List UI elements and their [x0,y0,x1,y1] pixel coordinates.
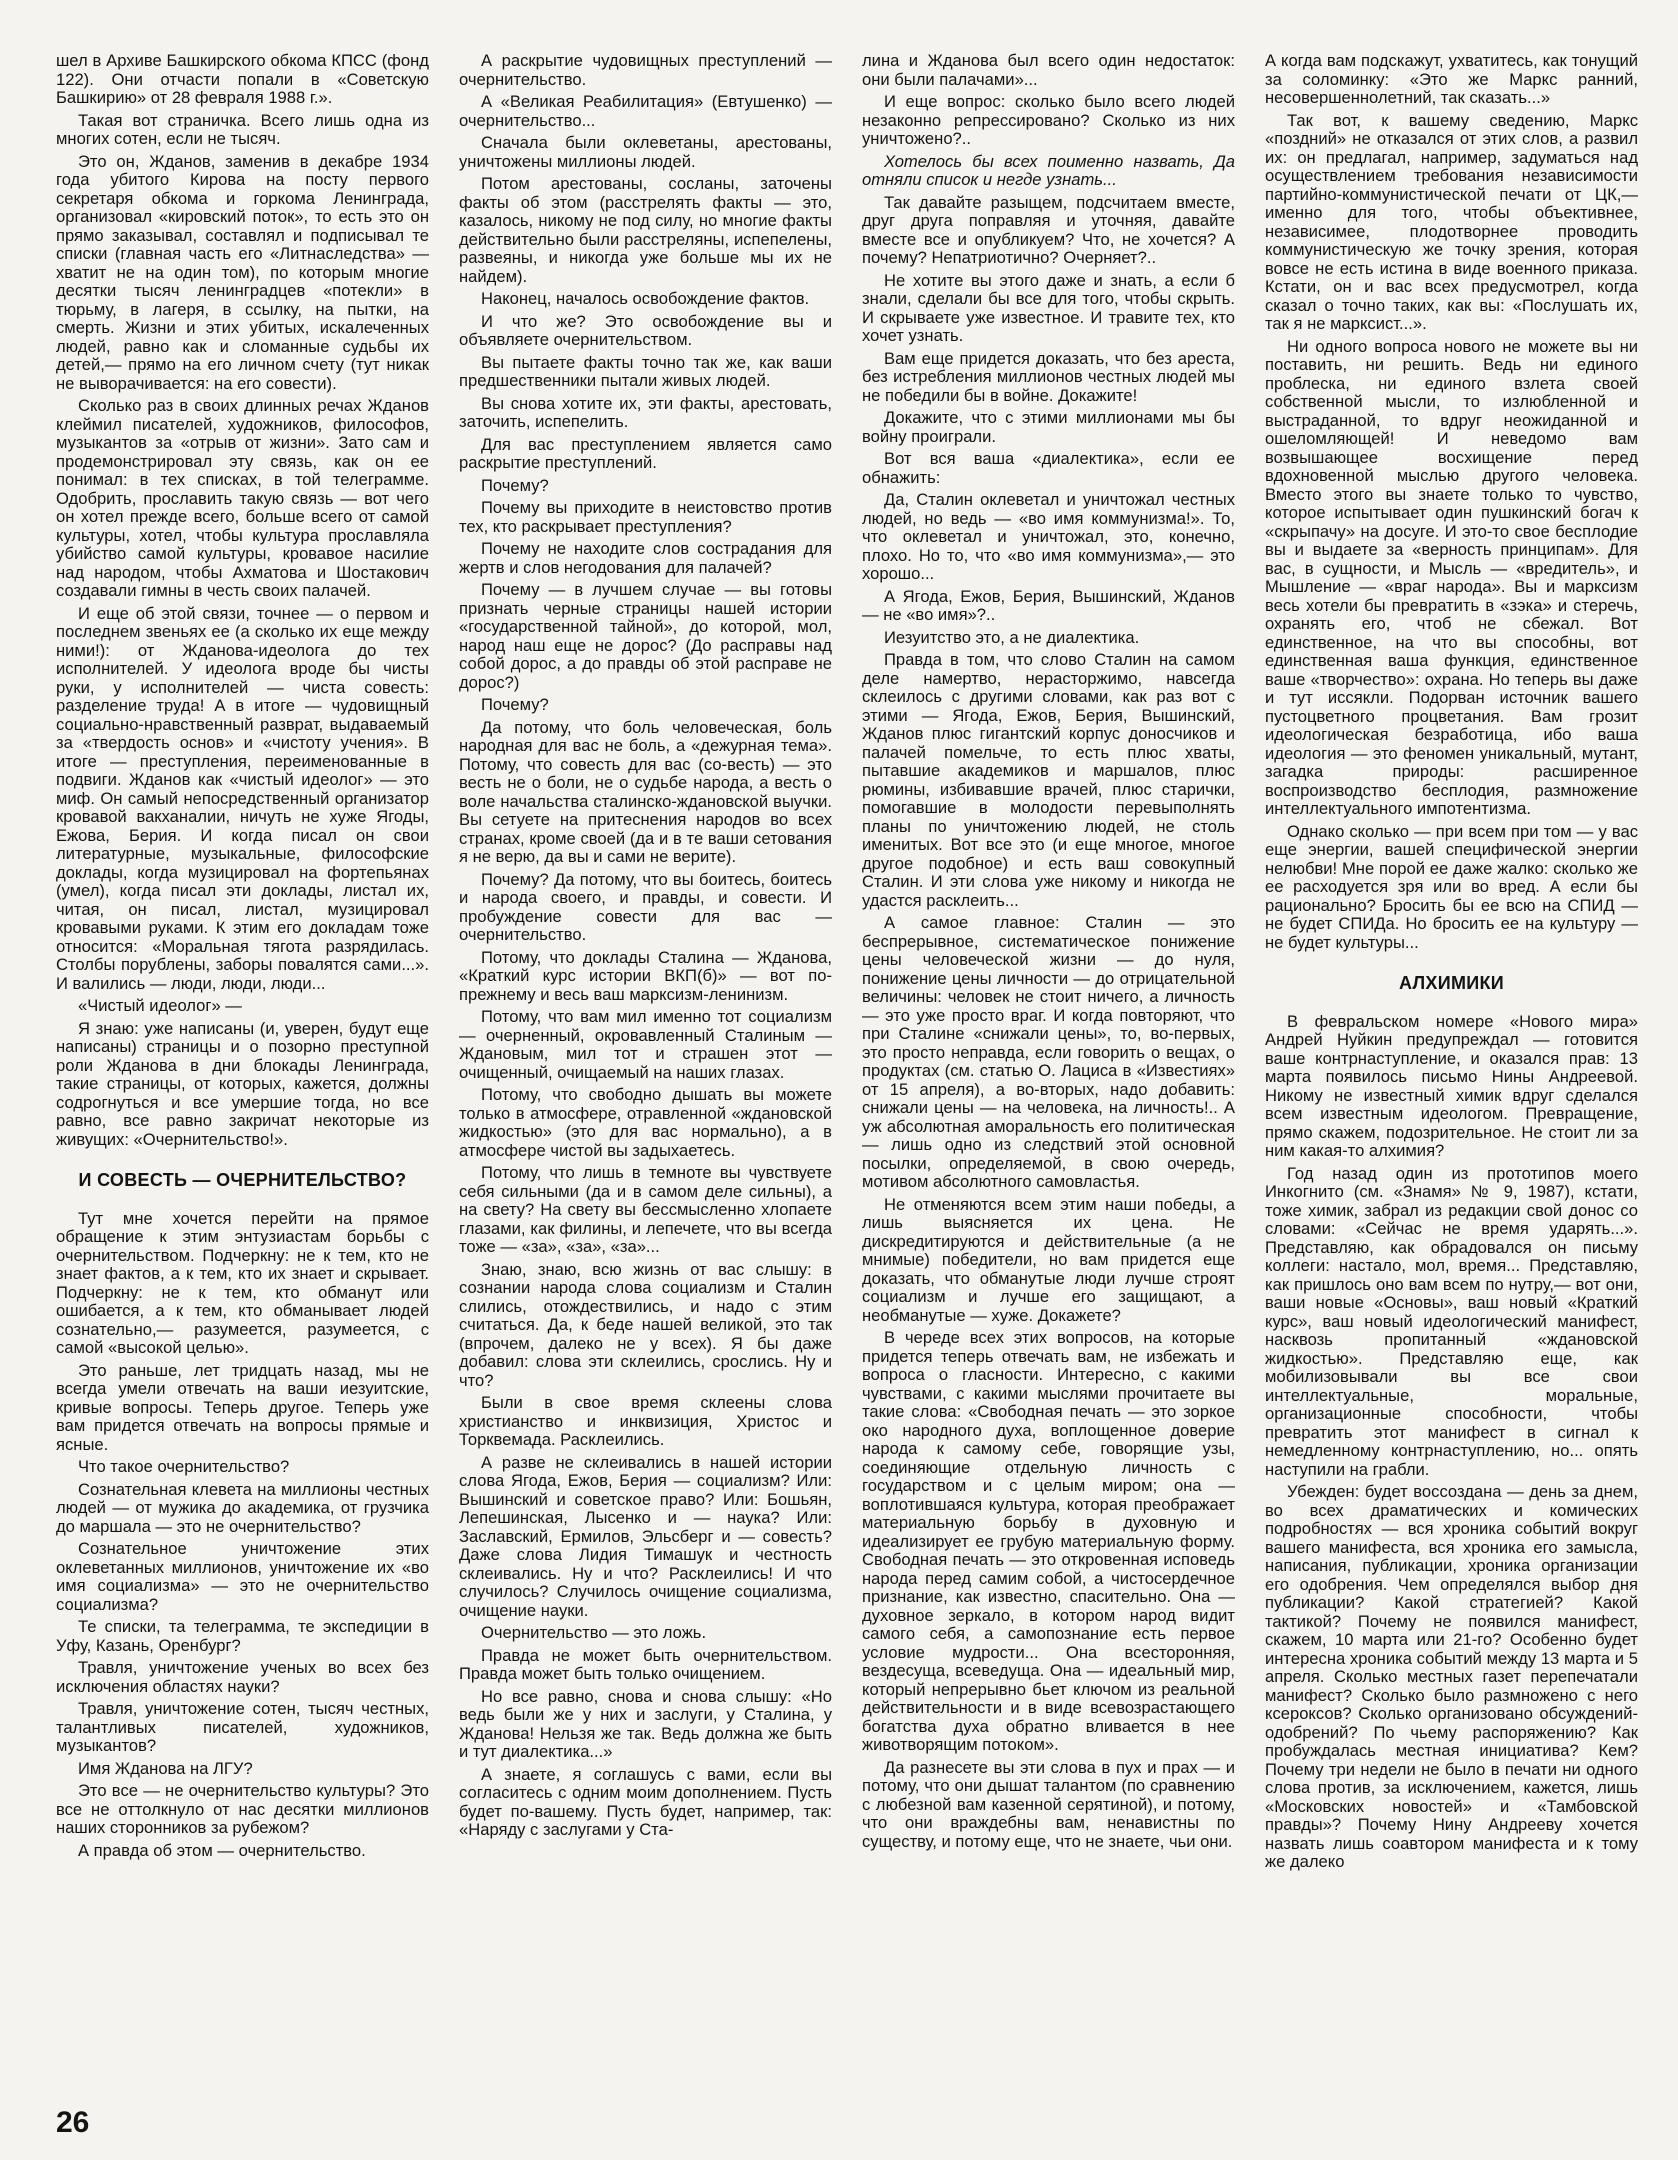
paragraph: Сколько раз в своих длинных речах Жданов клеймил писателей, художников, философов, музыкантов за «отрыв от жизни». Зато сам и продемонстрировал эту связь, как он ее понимал: в тех списках, в той телеграмме. Одобрить, прославить такую связь — вот чего он хотел прежде всего, больше всего от самой культуры, хотел, чтобы культура прославляла убийство самой культуры, кровавое насилие над народом, чтобы Ахматова и Шостакович создавали гимны в честь своих палачей. [56,396,429,600]
paragraph: Да разнесете вы эти слова в пух и прах — и потому, что они дышат талантом (по сравнению с любезной вам казенной серятиной), и потому, что они враждебны вам, ненавистны по существу, и потому еще, что не знаете, чьи они. [862,1757,1235,1851]
paragraph: Докажите, что с этими миллионами мы бы войну проиграли. [862,408,1235,446]
paragraph: Правда в том, что слово Сталин на самом деле намертво, нерасторжимо, навсегда склеилось с другими словами, как раз вот с этими — Ягода, Ежов, Берия, Вышинский, Жданов плюс гигантский корпус доносчиков и палачей помельче, то есть плюс хваты, пытавшие академиков и маршалов, плюс рюмины, избивавшие врачей, плюс старички, помогавшие в молодости перевыполнять планы по уничтожению людей, не столь именитых. Вот все это (и еще многое, многое другое подобное) и есть ваш совокупный Сталин. И эти слова уже никому и никогда не удастся расклеить... [862,650,1235,910]
paragraph: А «Великая Реабилитация» (Евтушенко) — очернительство... [459,92,832,130]
paragraph: А знаете, я соглашусь с вами, если вы согласитесь с одним моим дополнением. Пусть будет по-вашему. Пусть будет, например, так: «Наряду с заслугами у Ста- [459,1764,832,1839]
paragraph: В февральском номере «Нового мира» Андрей Нуйкин предупреждал — готовится ваше контрнаступление, и оказался прав: 13 марта появилось письмо Нины Андреевой. Никому не известный химик вдруг сделался всем известным идеологом. Превращение, прямо скажем, подозрительное. Не стоит ли за ним какая-то алхимия? [1265,1011,1638,1160]
paragraph: Почему — в лучшем случае — вы готовы признать черные страницы нашей истории «государственной тайной», до которой, мол, народ наш еще не дорос? (До расправы над собой дорос, а до правды об этой расправе не дорос?) [459,580,832,692]
paragraph: И что же? Это освобождение вы и объявляете очернительством. [459,311,832,349]
paragraph: Иезуитство это, а не диалектика. [884,627,1140,647]
page-number: 26 [56,2106,90,2139]
paragraph: Знаю, знаю, всю жизнь от вас слышу: в сознании народа слова социализм и Сталин слились, отождествились, и надо с этим считаться. Да, к беде нашей великой, это так (впрочем, далеко не у всех). Я бы даже добавил: слова эти склеились, срослись. Ну и что? [459,1259,832,1390]
paragraph: Потому, что лишь в темноте вы чувствуете себя сильными (да и в самом деле сильны), а на свету? На свету вы бессмысленно хлопаете глазами, как филины, и лепечете, что вы всегда тоже — «за», «за», «за»... [459,1163,832,1256]
paragraph: Наконец, началось освобождение фактов. [481,289,810,308]
paragraph: Что такое очернительство? [78,1457,290,1476]
paragraph: Потому, что свободно дышать вы можете только в атмосфере, отравленной «ждановской жидкостью» (это для вас нормально), а в атмосфере чистой вы задыхаетесь. [459,1085,832,1160]
paragraph: Вы пытаете факты точно так же, как ваши предшественники пытали живых людей. [459,352,832,390]
paragraph: В череде всех этих вопросов, на которые придется теперь отвечать вам, не избежать и вопроса о гласности. Интересно, с какими чувствами, с какими мыслями прочитаете вы такие слова: «Свободная печать — это зоркое око народного духа, воплощенное доверие народа к самому себе, говорящие узы, соединяющие отдельную личность с государством и с целым миром; она — воплотившаяся культура, которая преображает материальную борьбу в духовную и идеализирует ее грубую материальную форму. Свободная печать — это откровенная исповедь народа перед самим собой, а чистосердечное признание, как известно, спасительно. Она — духовное зеркало, в котором народ видит самого себя, а самопознание есть первое условие мудрости... Она всесторонняя, вездесуща, всеведуща. Она — идеальный мир, который непрерывно бьет ключом из реальной действительности и в виде всевозрастающего богатства духа обратно вливается в нее животворящим потоком». [862,1328,1235,1754]
paragraph: Да потому, что боль человеческая, боль народная для вас не боль, а «дежурная тема». Потому, что совесть для вас (со-весть) — это весть не о боли, не о судьбе народа, а весть о воле начальства сталинско-ждановской выучки. Вы сетуете на притеснения народов во всех странах, кроме своей (да и в те ваши сетования я не верю, да вы и сами не верите). [459,717,832,866]
paragraph: Это он, Жданов, заменив в декабре 1934 года убитого Кирова на посту первого секретаря обкома и горкома Ленинграда, организовал «кировский поток», то есть это он прямо заказывал, составлял и подписывал те списки (главная часть его «Литнаследства» — хватит не на один том), по которым многие десятки тысяч ленинградцев «потекли» в тюрьму, в лагеря, в ссылку, на пытки, на смерть. Жизни и этих убитых, искалеченных людей, равно как и сломанные судьбы их детей,— прямо на его личном счету (тут никак не выворачивается: на его совести). [56,151,429,393]
paragraph: Те списки, та телеграмма, те экспедиции в Уфу, Казань, Оренбург? [56,1617,429,1655]
paragraph: Но все равно, снова и снова слышу: «Но ведь были же у них и заслуги, у Сталина, у Жданова! Нельзя же так. Ведь должна же быть и тут диалектика...» [459,1686,832,1761]
paragraph: Однако сколько — при всем при том — у вас еще энергии, вашей специфической энергии нелюбви! Мне порой ее даже жалко: сколько же ее расходуется зря или во вред. А если бы рационально? Бросить бы ее всю на СПИД — не будет СПИДа. Но бросить ее на культуру — не будет культуры... [1265,821,1638,952]
paragraph: А Ягода, Ежов, Берия, Вышинский, Жданов — не «во имя»?.. [862,586,1235,624]
paragraph: Имя Жданова на ЛГУ? [78,1758,253,1778]
paragraph: Очернительство — это ложь. [481,1623,707,1642]
paragraph: Для вас преступлением является само раскрытие преступлений. [459,434,832,472]
paragraph: Так вот, к вашему сведению, Маркс «поздний» не отказался от этих слов, а развил их: он предлагал, например, задуматься над осуществлением требования независимости партийно-коммунистической печати от ЦК,— именно для того, чтобы объективнее, независимее, плодотворнее проводить коммунистическую же точку зрения, которая вовсе не есть истина в виде военного приказа. Кстати, он и вас всех предусмотрел, когда сказал о точно таких, как вы: «Послушать их, так я не марксист...». [1265,110,1638,333]
paragraph: А раскрытие чудовищных преступлений — очернительство. [459,52,832,89]
paragraph: Я знаю: уже написаны (и, уверен, будут еще написаны) страницы и о позорно преступной роли Жданова в дни блокады Ленинграда, такие страницы, от которых, кажется, должны содрогнуться и все умершие тогда, но все равно, все равно закричат некоторые из живущих: «Очернительство!». [56,1018,429,1149]
paragraph: шел в Архиве Башкирского обкома КПСС (фонд 122). Они отчасти попали в «Советскую Башкирию» от 28 февраля 1988 г.». [56,52,429,107]
paragraph: Вы снова хотите их, эти факты, арестовать, заточить, испепелить. [459,393,832,431]
paragraph: Тут мне хочется перейти на прямое обращение к этим энтузиастам борьбы с очернительством. Подчеркну: не к тем, кто не знает фактов, а к тем, кто их знает и скрывает. Подчеркну: не к тем, кто обманут или ошибается, а к тем, кто обманывает людей сознательно,— разумеется, разумеется, с самой «высокой целью». [56,1208,429,1357]
paragraph: Вам еще придется доказать, что без ареста, без истребления миллионов честных людей мы не победили бы в войне. Докажите! [862,348,1235,405]
paragraph: Почему не находите слов сострадания для жертв и слов негодования для палачей? [459,539,832,577]
paragraph: Вот вся ваша «диалектика», если ее обнажить: [862,449,1235,487]
paragraph: Почему? [481,475,549,495]
paragraph: Год назад один из прототипов моего Инкогнито (см. «Знамя» № 9, 1987), кстати, тоже химик, забрал из редакции свой донос со словами: «Сейчас не время ударять...». Представляю, как обрадовался он письму коллеги: настало, мол, время... Представляю, как пришлось оно вам всем по нутру,— вот они, ваши новые «Основы», ваш новый «Краткий курс», ваш новый идеологический манифест, насквозь пропитанный «ждановской жидкостью». Представляю еще, как мобилизовывали вы все свои интеллектуальные, моральные, организационные способности, чтобы превратить этот манифест в сигнал к немедленному контрнаступлению, но... опять наступили на грабли. [1265,1163,1638,1479]
paragraph: Ни одного вопроса нового не можете вы ни поставить, ни решить. Ведь ни единого проблеска, ни единого взлета своей собственной мысли, то излюбленной и выстраданной, то вдруг неожиданной и ошеломляющей! И неведомо вам возвышающее восхищение перед вдохновенной мыслью другого человека. Вместо этого вы знаете только то чувство, которое испытывает один пушкинский богач к «скрыпачу» на досуге. И это-то свое бесплодие вы и выдаете за «верность принципам». Для вас, в сущности, и Мысль — «вредитель», и Мышление — «враг народа». Вы и марксизм весь хотели бы превратить в «зэка» и стеречь, охранять его, чтоб не сбежал. Вот единственное, на что вы способны, вот единственная ваша функция, единственное ваше «творчество»: охрана. Но теперь вы даже и тут иссякли. Подорван источник вашего пустоцветного процветания. Вам грозит идеологическая безработица, ибо ваша идеология — это феномен уникальный, мутант, загадка природы: расширенное воспроизводство бесплодия, размножение интеллектуального импотентизма. [1265,336,1638,818]
paragraph: А самое главное: Сталин — это беспрерывное, систематическое понижение цены человеческой жизни — до нуля, понижение цены личности — до отрицательной величины: человек не стоит ничего, а личность — это уже просто враг. И когда повторяют, что при Сталине «снижали цены», то, во-первых, это просто неправда, если говорить о вещах, о продуктах (см. статью О. Лациса в «Известиях» от 15 апреля), а во-вторых, надо добавить: снижали цены — на человека, на личность!.. А уж абсолютная аморальность его политическая — лишь одно из следствий этой основной посылки, определяемой, в свою очередь, мотивом абсолютного самовластья. [862,913,1235,1191]
paragraph: Почему вы приходите в неистовство против тех, кто раскрывает преступления? [459,498,832,536]
paragraph: Сознательное уничтожение этих оклеветанных миллионов, уничтожение их «во имя социализма» — это не очернительство социализма? [56,1539,429,1614]
paragraph: лина и Жданова был всего один недостаток: они были палачами»... [862,52,1235,89]
column-3 [862,52,1235,2092]
paragraph: «Чистый идеолог» — [78,996,242,1015]
paragraph: Травля, уничтожение сотен, тысяч честных, талантливых писателей, художников, музыкантов? [56,1699,429,1755]
column-2 [459,52,832,2092]
paragraph: Почему? Да потому, что вы боитесь, боитесь и народа своего, и правды, и совести. И пробуждение совести для вас — очернительство. [459,869,832,944]
column-4 [1265,52,1638,2092]
paragraph: Правда не может быть очернительством. Правда может быть только очищением. [459,1645,832,1683]
paragraph: Сначала были оклеветаны, арестованы, уничтожены миллионы людей. [459,133,832,171]
paragraph: Хотелось бы всех поименно назвать, Да отняли список и негде узнать... [862,151,1235,189]
section-heading: И СОВЕСТЬ — ОЧЕРНИТЕЛЬСТВО? [78,1170,407,1190]
paragraph: Убежден: будет воссоздана — день за днем, во всех драматических и комических подробностях — вся хроника событий вокруг вашего манифеста, вся хроника его замысла, написания, публикации, хроника организации его одобрения. Чем определялся выбор дня публикации? Какой стратегией? Какой тактикой? Почему не появился манифест, скажем, 10 марта или 21-го? Особенно будет интересна хроника событий между 13 марта и 5 апреля. Сколько местных газет перепечатали манифест? Сколько было размножено с него ксероксов? Сколько организовано обсуждений-одобрений? По чьему распоряжению? Как пробуждалась местная инициатива? Кем? Почему три недели не было в печати ни одного слова против, за исключением, кажется, лишь «Московских новостей» и «Тамбовской правды»? Почему Нину Андрееву хочется назвать лишь соавтором манифеста и к тому же далеко [1265,1482,1638,1871]
text-columns [56,52,1638,2092]
paragraph: И еще об этой связи, точнее — о первом и последнем звеньях ее (а сколько их еще между ними!): от Жданова-идеолога до тех исполнителей. У идеолога вроде бы чисты руки, у исполнителей — чиста совесть: разделение труда! А в итоге — чудовищный социально-нравственный разврат, выдаваемый за «твердость основ» и «чистоту учения». В итоге — преступления, переименованные в подвиги. Жданов как «чистый идеолог» — это миф. Он самый непосредственный организатор кровавой вакханалии, ничуть не хуже Ягоды, Ежова, Берия. И когда писал он свои литературные, музыкальные, философские доклады, когда музицировал на фортепьянах (умел), когда писал эти доклады, листал их, читая, он писал, листал, музицировал кровавыми руками. К этим его докладам тоже относится: «Моральная тягота разрядилась. Столбы порублены, заборы повалятся сами...». И валились — люди, люди, люди... [56,603,429,993]
section-heading: АЛХИМИКИ [1398,973,1505,993]
paragraph: Не отменяются всем этим наши победы, а лишь выясняется их цена. Не дискредитируются и действительные (а не мнимые) победители, но вам придется еще доказать, что обманутые люди лучше строят социализм и лучше его защищают, а необманутые — хуже. Докажете? [862,1194,1235,1325]
paragraph: Такая вот страничка. Всего лишь одна из многих сотен, если не тысяч. [56,110,429,148]
paragraph: И еще вопрос: сколько было всего людей незаконно репрессировано? Сколько из них уничтожено?.. [862,92,1235,148]
column-1 [56,52,429,2092]
paragraph: Да, Сталин оклеветал и уничтожал честных людей, но ведь — «во имя коммунизма!». То, что оклеветал и уничтожал, это, конечно, плохо. Но то, что «во имя коммунизма»,— это хорошо... [862,490,1235,583]
paragraph: Это все — не очернительство культуры? Это все не оттолкнуло от нас десятки миллионов наших сторонников за рубежом? [56,1781,429,1837]
paragraph: Сознательная клевета на миллионы честных людей — от мужика до академика, от грузчика до маршала — это не очернительство? [56,1479,429,1536]
paragraph: Были в свое время склеены слова христианство и инквизиция, Христос и Торквемада. Расклеились. [459,1393,832,1449]
paragraph: Почему? [481,695,549,714]
paragraph: Потому, что доклады Сталина — Жданова, «Краткий курс истории ВКП(б)» — вот по-прежнему и весь ваш марксизм-ленинизм. [459,947,832,1004]
paragraph: А разве не склеивались в нашей истории слова Ягода, Ежов, Берия — социализм? Или: Вышинский и советское право? Или: Бошьян, Лепешинская, Лысенко и — наука? Или: Заславский, Ермилов, Эльсберг и — совесть? Даже слова Лидия Тимашук и честность склеивались. Ну и что? Расклеились! И что случилось? Случилось очищение социализма, очищение науки. [459,1452,832,1620]
paragraph: А когда вам подскажут, ухватитесь, как тонущий за соломинку: «Это же Маркс ранний, несовершеннолетний, так сказать...» [1265,52,1638,107]
paragraph: Потому, что вам мил именно тот социализм — очерненный, окровавленный Сталиным — Ждановым, мил тот и страшен этот — очищенный, очищаемый на наших глазах. [459,1007,832,1082]
paragraph: Потом арестованы, сосланы, заточены факты об этом (расстрелять факты — это, казалось, никому не под силу, но многие факты действительно были расстреляны, испепелены, развеяны, и никогда уже больше мы их не найдем). [459,174,832,286]
paragraph: Не хотите вы этого даже и знать, а если б знали, сделали бы все для того, чтобы скрыть. И скрываете уже известное. И травите тех, кто хочет узнать. [862,270,1235,345]
paragraph: Это раньше, лет тридцать назад, мы не всегда умели отвечать на ваши иезуитские, кривые вопросы. Теперь другое. Теперь уже вам придется отвечать на вопросы прямые и ясные. [56,1360,429,1454]
paragraph: Так давайте разыщем, подсчитаем вместе, друг друга поправляя и уточняя, давайте вместе все и опубликуем? Что, не хочется? А почему? Непатриотично? Очерняет?.. [862,192,1235,267]
paragraph: Травля, уничтожение ученых во всех без исключения областях науки? [56,1658,429,1696]
paragraph: А правда об этом — очернительство. [78,1840,366,1860]
